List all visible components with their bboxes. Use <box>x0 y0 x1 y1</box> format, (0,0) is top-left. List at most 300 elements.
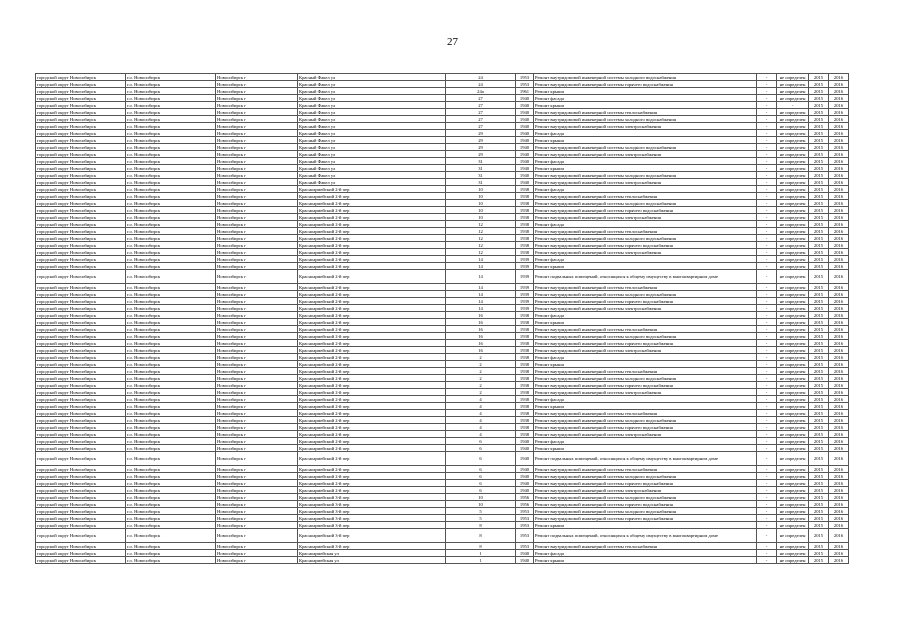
work-type-cell: Ремонт внутридомовой инженерной системы теплоснабжения <box>534 193 757 200</box>
year-built-cell: 1940 <box>516 123 534 130</box>
start-year-cell: 2015 <box>809 81 829 88</box>
work-type-cell: Ремонт фасада <box>534 221 757 228</box>
city-cell: Новосибирск г <box>216 333 298 340</box>
end-year-cell: 2016 <box>829 214 849 221</box>
table-row <box>36 249 849 256</box>
street-cell: Красноармейский 2-й пер <box>298 242 446 249</box>
city-cell: Новосибирск г <box>216 88 298 95</box>
municipality-cell: городской округ Новосибирск <box>36 102 126 109</box>
work-type-cell: Ремонт внутридомовой инженерной системы холодного водоснабжения <box>534 144 757 151</box>
house-number-cell: 27 <box>446 116 516 123</box>
volume-cell: - <box>757 95 777 102</box>
city-cell: Новосибирск г <box>216 235 298 242</box>
volume-cell: - <box>757 522 777 529</box>
work-type-cell: Ремонт подвальных помещений, относящихся к общему имуществу в многоквартирном доме <box>534 452 757 466</box>
end-year-cell: 2016 <box>829 431 849 438</box>
table-row <box>36 487 849 494</box>
year-built-cell: 1940 <box>516 151 534 158</box>
district-cell: г.о. Новосибирск <box>126 305 216 312</box>
volume-cell: - <box>757 403 777 410</box>
table-row <box>36 284 849 291</box>
city-cell: Новосибирск г <box>216 389 298 396</box>
table-row <box>36 529 849 543</box>
house-number-cell: 14 <box>446 256 516 263</box>
house-number-cell: 10 <box>446 186 516 193</box>
house-number-cell: 4 <box>446 431 516 438</box>
end-year-cell: 2016 <box>829 501 849 508</box>
table-row <box>36 172 849 179</box>
end-year-cell: 2016 <box>829 417 849 424</box>
volume-cell: - <box>757 249 777 256</box>
city-cell: Новосибирск г <box>216 200 298 207</box>
start-year-cell: 2015 <box>809 396 829 403</box>
house-number-cell: 14 <box>446 263 516 270</box>
work-type-cell: Ремонт внутридомовой инженерной системы холодного водоснабжения <box>534 200 757 207</box>
house-number-cell: 8 <box>446 543 516 550</box>
street-cell: Красноармейский 2-й пер <box>298 347 446 354</box>
city-cell: Новосибирск г <box>216 557 298 564</box>
year-built-cell: 1953 <box>516 81 534 88</box>
city-cell: Новосибирск г <box>216 354 298 361</box>
end-year-cell: 2016 <box>829 179 849 186</box>
house-number-cell: 14 <box>446 284 516 291</box>
cost-cell: не определен <box>777 151 809 158</box>
start-year-cell: 2015 <box>809 347 829 354</box>
municipality-cell: городской округ Новосибирск <box>36 81 126 88</box>
end-year-cell: 2016 <box>829 487 849 494</box>
end-year-cell: 2016 <box>829 165 849 172</box>
year-built-cell: 1953 <box>516 543 534 550</box>
volume-cell: - <box>757 256 777 263</box>
table-row <box>36 410 849 417</box>
street-cell: Красноармейский 2-й пер <box>298 389 446 396</box>
work-type-cell: Ремонт подвальных помещений, относящихся к общему имуществу в многоквартирном доме <box>534 270 757 284</box>
street-cell: Красный Факел ул <box>298 123 446 130</box>
cost-cell: не определен <box>777 179 809 186</box>
house-number-cell: 16 <box>446 333 516 340</box>
street-cell: Красноармейский 2-й пер <box>298 473 446 480</box>
cost-cell: не определен <box>777 270 809 284</box>
city-cell: Новосибирск г <box>216 270 298 284</box>
start-year-cell: 2015 <box>809 424 829 431</box>
district-cell: г.о. Новосибирск <box>126 291 216 298</box>
volume-cell: - <box>757 151 777 158</box>
end-year-cell: 2016 <box>829 172 849 179</box>
house-number-cell: 12 <box>446 228 516 235</box>
end-year-cell: 2016 <box>829 221 849 228</box>
cost-cell: не определен <box>777 361 809 368</box>
street-cell: Красноармейский 2-й пер <box>298 305 446 312</box>
cost-cell: не определен <box>777 529 809 543</box>
table-row <box>36 179 849 186</box>
house-number-cell: 5 <box>446 508 516 515</box>
street-cell: Красный Факел ул <box>298 158 446 165</box>
year-built-cell: 1938 <box>516 340 534 347</box>
start-year-cell: 2015 <box>809 88 829 95</box>
cost-cell: не определен <box>777 123 809 130</box>
work-type-cell: Ремонт фасада <box>534 438 757 445</box>
end-year-cell: 2016 <box>829 319 849 326</box>
year-built-cell: 1953 <box>516 529 534 543</box>
year-built-cell: 1940 <box>516 158 534 165</box>
work-type-cell: Ремонт фасада <box>534 256 757 263</box>
municipality-cell: городской округ Новосибирск <box>36 305 126 312</box>
volume-cell: - <box>757 144 777 151</box>
volume-cell: - <box>757 347 777 354</box>
table-row <box>36 403 849 410</box>
municipality-cell: городской округ Новосибирск <box>36 200 126 207</box>
city-cell: Новосибирск г <box>216 326 298 333</box>
city-cell: Новосибирск г <box>216 319 298 326</box>
street-cell: Красный Факел ул <box>298 137 446 144</box>
end-year-cell: 2016 <box>829 249 849 256</box>
table-row <box>36 214 849 221</box>
start-year-cell: 2015 <box>809 305 829 312</box>
work-type-cell: Ремонт крыши <box>534 557 757 564</box>
volume-cell: - <box>757 424 777 431</box>
table-row <box>36 116 849 123</box>
table-row <box>36 221 849 228</box>
cost-cell: не определен <box>777 403 809 410</box>
district-cell: г.о. Новосибирск <box>126 186 216 193</box>
street-cell: Красный Факел ул <box>298 95 446 102</box>
district-cell: г.о. Новосибирск <box>126 74 216 81</box>
street-cell: Красноармейская ул <box>298 557 446 564</box>
start-year-cell: 2015 <box>809 102 829 109</box>
cost-cell: не определен <box>777 81 809 88</box>
city-cell: Новосибирск г <box>216 417 298 424</box>
volume-cell: - <box>757 333 777 340</box>
table-row <box>36 123 849 130</box>
municipality-cell: городской округ Новосибирск <box>36 249 126 256</box>
street-cell: Красноармейский 3-й пер <box>298 529 446 543</box>
district-cell: г.о. Новосибирск <box>126 452 216 466</box>
end-year-cell: 2016 <box>829 109 849 116</box>
start-year-cell: 2015 <box>809 522 829 529</box>
street-cell: Красноармейский 2-й пер <box>298 340 446 347</box>
district-cell: г.о. Новосибирск <box>126 242 216 249</box>
district-cell: г.о. Новосибирск <box>126 494 216 501</box>
municipality-cell: городской округ Новосибирск <box>36 445 126 452</box>
house-number-cell: 14 <box>446 291 516 298</box>
volume-cell: - <box>757 417 777 424</box>
year-built-cell: 1938 <box>516 193 534 200</box>
house-number-cell: 29 <box>446 144 516 151</box>
cost-cell: не определен <box>777 333 809 340</box>
start-year-cell: 2015 <box>809 452 829 466</box>
work-type-cell: Ремонт внутридомовой инженерной системы холодного водоснабжения <box>534 508 757 515</box>
year-built-cell: 1938 <box>516 424 534 431</box>
city-cell: Новосибирск г <box>216 109 298 116</box>
cost-cell: не определен <box>777 424 809 431</box>
work-type-cell: Ремонт внутридомовой инженерной системы электроснабжения <box>534 151 757 158</box>
street-cell: Красноармейский 2-й пер <box>298 200 446 207</box>
year-built-cell: 1938 <box>516 312 534 319</box>
house-number-cell: 2 <box>446 368 516 375</box>
municipality-cell: городской округ Новосибирск <box>36 109 126 116</box>
house-number-cell: 31 <box>446 179 516 186</box>
end-year-cell: 2016 <box>829 144 849 151</box>
house-number-cell: 29 <box>446 151 516 158</box>
cost-cell: не определен <box>777 340 809 347</box>
cost-cell: не определен <box>777 207 809 214</box>
work-type-cell: Ремонт внутридомовой инженерной системы горячего водоснабжения <box>534 242 757 249</box>
work-type-cell: Ремонт внутридомовой инженерной системы горячего водоснабжения <box>534 207 757 214</box>
municipality-cell: городской округ Новосибирск <box>36 494 126 501</box>
start-year-cell: 2015 <box>809 466 829 473</box>
street-cell: Красный Факел ул <box>298 81 446 88</box>
work-type-cell: Ремонт подвальных помещений, относящихся к общему имуществу в многоквартирном доме <box>534 529 757 543</box>
table-row <box>36 186 849 193</box>
year-built-cell: 1940 <box>516 557 534 564</box>
start-year-cell: 2015 <box>809 515 829 522</box>
city-cell: Новосибирск г <box>216 466 298 473</box>
work-type-cell: Ремонт фасада <box>534 186 757 193</box>
municipality-cell: городской округ Новосибирск <box>36 557 126 564</box>
district-cell: г.о. Новосибирск <box>126 200 216 207</box>
year-built-cell: 1953 <box>516 508 534 515</box>
start-year-cell: 2015 <box>809 382 829 389</box>
volume-cell: - <box>757 480 777 487</box>
cost-cell: не определен <box>777 410 809 417</box>
house-number-cell: 2 <box>446 375 516 382</box>
municipality-cell: городской округ Новосибирск <box>36 270 126 284</box>
work-type-cell: Ремонт внутридомовой инженерной системы теплоснабжения <box>534 228 757 235</box>
municipality-cell: городской округ Новосибирск <box>36 95 126 102</box>
table-row <box>36 109 849 116</box>
year-built-cell: 1961 <box>516 88 534 95</box>
end-year-cell: 2016 <box>829 508 849 515</box>
year-built-cell: 1938 <box>516 249 534 256</box>
district-cell: г.о. Новосибирск <box>126 487 216 494</box>
volume-cell: - <box>757 508 777 515</box>
house-number-cell: 31 <box>446 165 516 172</box>
end-year-cell: 2016 <box>829 396 849 403</box>
end-year-cell: 2016 <box>829 88 849 95</box>
volume-cell: - <box>757 193 777 200</box>
district-cell: г.о. Новосибирск <box>126 480 216 487</box>
end-year-cell: 2016 <box>829 389 849 396</box>
start-year-cell: 2015 <box>809 221 829 228</box>
house-number-cell: 8 <box>446 529 516 543</box>
cost-cell: не определен <box>777 473 809 480</box>
district-cell: г.о. Новосибирск <box>126 284 216 291</box>
city-cell: Новосибирск г <box>216 438 298 445</box>
table-row <box>36 291 849 298</box>
cost-cell: не определен <box>777 319 809 326</box>
work-type-cell: Ремонт внутридомовой инженерной системы холодного водоснабжения <box>534 291 757 298</box>
city-cell: Новосибирск г <box>216 501 298 508</box>
street-cell: Красноармейский 2-й пер <box>298 235 446 242</box>
end-year-cell: 2016 <box>829 235 849 242</box>
work-type-cell: Ремонт внутридомовой инженерной системы холодного водоснабжения <box>534 116 757 123</box>
street-cell: Красноармейский 2-й пер <box>298 186 446 193</box>
table-row <box>36 228 849 235</box>
volume-cell: - <box>757 81 777 88</box>
year-built-cell: 1953 <box>516 515 534 522</box>
district-cell: г.о. Новосибирск <box>126 368 216 375</box>
end-year-cell: 2016 <box>829 263 849 270</box>
volume-cell: - <box>757 137 777 144</box>
start-year-cell: 2015 <box>809 200 829 207</box>
end-year-cell: 2016 <box>829 410 849 417</box>
end-year-cell: 2016 <box>829 382 849 389</box>
end-year-cell: 2016 <box>829 452 849 466</box>
end-year-cell: 2016 <box>829 375 849 382</box>
house-number-cell: 27 <box>446 109 516 116</box>
start-year-cell: 2015 <box>809 312 829 319</box>
volume-cell: - <box>757 326 777 333</box>
start-year-cell: 2015 <box>809 256 829 263</box>
table-row <box>36 452 849 466</box>
volume-cell: - <box>757 550 777 557</box>
district-cell: г.о. Новосибирск <box>126 214 216 221</box>
start-year-cell: 2015 <box>809 193 829 200</box>
district-cell: г.о. Новосибирск <box>126 333 216 340</box>
table-row <box>36 270 849 284</box>
district-cell: г.о. Новосибирск <box>126 116 216 123</box>
start-year-cell: 2015 <box>809 172 829 179</box>
city-cell: Новосибирск г <box>216 81 298 88</box>
district-cell: г.о. Новосибирск <box>126 158 216 165</box>
cost-cell: не определен <box>777 256 809 263</box>
street-cell: Красный Факел ул <box>298 151 446 158</box>
table-row <box>36 319 849 326</box>
work-type-cell: Ремонт фасада <box>534 550 757 557</box>
city-cell: Новосибирск г <box>216 221 298 228</box>
start-year-cell: 2015 <box>809 480 829 487</box>
street-cell: Красный Факел ул <box>298 144 446 151</box>
year-built-cell: 1939 <box>516 270 534 284</box>
year-built-cell: 1940 <box>516 130 534 137</box>
table-row <box>36 508 849 515</box>
house-number-cell: 14 <box>446 298 516 305</box>
table-row <box>36 333 849 340</box>
district-cell: г.о. Новосибирск <box>126 340 216 347</box>
district-cell: г.о. Новосибирск <box>126 228 216 235</box>
year-built-cell: 1938 <box>516 403 534 410</box>
table-row <box>36 543 849 550</box>
table-row <box>36 263 849 270</box>
table-row <box>36 256 849 263</box>
city-cell: Новосибирск г <box>216 249 298 256</box>
work-type-cell: Ремонт внутридомовой инженерной системы теплоснабжения <box>534 109 757 116</box>
volume-cell: - <box>757 109 777 116</box>
start-year-cell: 2015 <box>809 291 829 298</box>
city-cell: Новосибирск г <box>216 186 298 193</box>
city-cell: Новосибирск г <box>216 522 298 529</box>
start-year-cell: 2015 <box>809 186 829 193</box>
work-type-cell: Ремонт крыши <box>534 445 757 452</box>
city-cell: Новосибирск г <box>216 382 298 389</box>
table-row <box>36 417 849 424</box>
work-type-cell: Ремонт внутридомовой инженерной системы горячего водоснабжения <box>534 501 757 508</box>
work-type-cell: Ремонт внутридомовой инженерной системы электроснабжения <box>534 249 757 256</box>
cost-cell: не определен <box>777 221 809 228</box>
municipality-cell: городской округ Новосибирск <box>36 123 126 130</box>
year-built-cell: 1938 <box>516 221 534 228</box>
year-built-cell: 1938 <box>516 389 534 396</box>
city-cell: Новосибирск г <box>216 263 298 270</box>
street-cell: Красноармейский 2-й пер <box>298 487 446 494</box>
year-built-cell: 1938 <box>516 242 534 249</box>
city-cell: Новосибирск г <box>216 291 298 298</box>
district-cell: г.о. Новосибирск <box>126 445 216 452</box>
street-cell: Красноармейский 2-й пер <box>298 445 446 452</box>
table-body <box>36 74 849 564</box>
volume-cell: - <box>757 200 777 207</box>
start-year-cell: 2015 <box>809 389 829 396</box>
end-year-cell: 2016 <box>829 116 849 123</box>
volume-cell: - <box>757 375 777 382</box>
volume-cell: - <box>757 445 777 452</box>
end-year-cell: 2016 <box>829 186 849 193</box>
volume-cell: - <box>757 515 777 522</box>
municipality-cell: городской округ Новосибирск <box>36 396 126 403</box>
year-built-cell: 1938 <box>516 368 534 375</box>
year-built-cell: 1938 <box>516 214 534 221</box>
district-cell: г.о. Новосибирск <box>126 543 216 550</box>
table-row <box>36 207 849 214</box>
table-row <box>36 396 849 403</box>
street-cell: Красный Факел ул <box>298 130 446 137</box>
end-year-cell: 2016 <box>829 81 849 88</box>
street-cell: Красноармейский 2-й пер <box>298 382 446 389</box>
table-row <box>36 389 849 396</box>
cost-cell: не определен <box>777 438 809 445</box>
volume-cell: - <box>757 74 777 81</box>
street-cell: Красный Факел ул <box>298 179 446 186</box>
end-year-cell: 2016 <box>829 557 849 564</box>
start-year-cell: 2015 <box>809 333 829 340</box>
cost-cell: не определен <box>777 543 809 550</box>
street-cell: Красноармейский 2-й пер <box>298 284 446 291</box>
table-row <box>36 130 849 137</box>
end-year-cell: 2016 <box>829 305 849 312</box>
cost-cell: не определен <box>777 242 809 249</box>
house-number-cell: 12 <box>446 249 516 256</box>
year-built-cell: 1956 <box>516 494 534 501</box>
work-type-cell: Ремонт внутридомовой инженерной системы электроснабжения <box>534 179 757 186</box>
district-cell: г.о. Новосибирск <box>126 193 216 200</box>
municipality-cell: городской округ Новосибирск <box>36 326 126 333</box>
cost-cell: не определен <box>777 249 809 256</box>
house-number-cell: 2 <box>446 389 516 396</box>
year-built-cell: 1938 <box>516 396 534 403</box>
house-number-cell: 6 <box>446 466 516 473</box>
district-cell: г.о. Новосибирск <box>126 102 216 109</box>
start-year-cell: 2015 <box>809 375 829 382</box>
cost-cell: не определен <box>777 291 809 298</box>
table-row <box>36 424 849 431</box>
municipality-cell: городской округ Новосибирск <box>36 424 126 431</box>
district-cell: г.о. Новосибирск <box>126 347 216 354</box>
volume-cell: - <box>757 473 777 480</box>
city-cell: Новосибирск г <box>216 543 298 550</box>
start-year-cell: 2015 <box>809 410 829 417</box>
street-cell: Красноармейский 2-й пер <box>298 431 446 438</box>
cost-cell: не определен <box>777 375 809 382</box>
district-cell: г.о. Новосибирск <box>126 81 216 88</box>
street-cell: Красноармейский 2-й пер <box>298 263 446 270</box>
year-built-cell: 1938 <box>516 326 534 333</box>
work-type-cell: Ремонт крыши <box>534 361 757 368</box>
table-row <box>36 200 849 207</box>
street-cell: Красноармейский 2-й пер <box>298 193 446 200</box>
city-cell: Новосибирск г <box>216 151 298 158</box>
street-cell: Красный Факел ул <box>298 109 446 116</box>
start-year-cell: 2015 <box>809 508 829 515</box>
